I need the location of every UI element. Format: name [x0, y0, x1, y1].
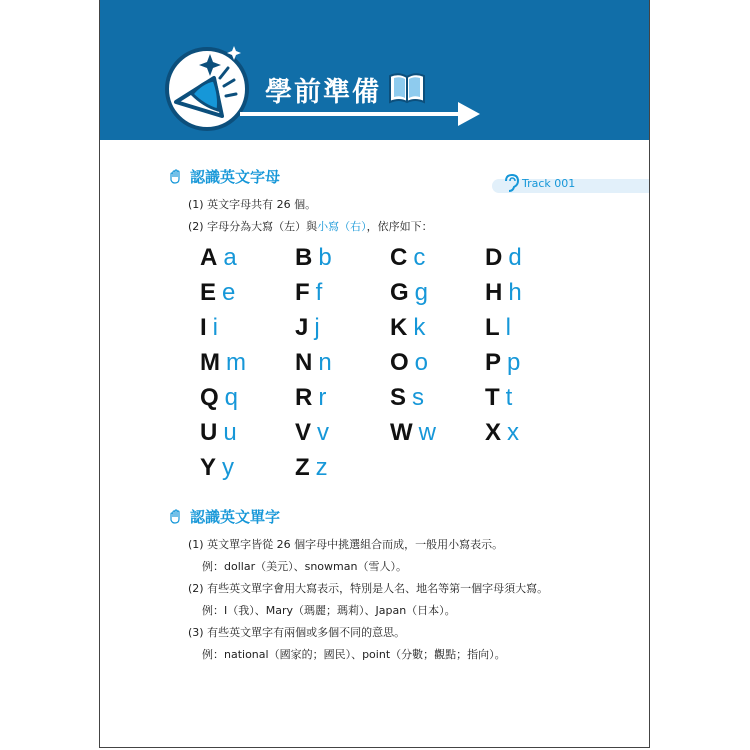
lowercase-letter: z [315, 454, 328, 481]
words-example-2: 例：I（我）、Mary（瑪麗；瑪莉）、Japan（日本）。 [202, 604, 456, 617]
uppercase-letter: V [295, 419, 312, 446]
uppercase-letter: L [485, 314, 500, 341]
lowercase-letter: k [413, 314, 426, 341]
uppercase-letter: C [390, 244, 408, 271]
letter-pair-k [390, 313, 425, 343]
letter-pair-n [295, 348, 332, 378]
lowercase-letter: f [315, 279, 323, 306]
letter-pair-e [200, 278, 235, 308]
lowercase-letter: t [505, 384, 513, 411]
lowercase-letter: w [418, 419, 436, 446]
section-title-words [168, 506, 280, 527]
lowercase-letter: x [507, 419, 520, 446]
uppercase-letter: F [295, 279, 310, 306]
letter-pair-d [485, 243, 522, 273]
hand-icon [168, 169, 184, 185]
uppercase-letter: Y [200, 454, 217, 481]
uppercase-letter: G [390, 279, 409, 306]
lowercase-letter: b [318, 244, 332, 271]
ear-icon [502, 173, 520, 193]
lowercase-letter: q [224, 384, 239, 411]
lowercase-letter: g [414, 279, 429, 306]
uppercase-letter: D [485, 244, 503, 271]
track-badge[interactable] [492, 173, 650, 195]
letter-pair-b [295, 243, 332, 273]
uppercase-letter: B [295, 244, 313, 271]
section-title-text: 認識英文字母 [190, 168, 281, 186]
eye-icon [162, 44, 252, 134]
letter-pair-r [295, 383, 326, 413]
letter-pair-t [485, 383, 512, 413]
page [99, 0, 650, 748]
letter-pair-z [295, 453, 328, 483]
lowercase-letter: v [317, 419, 330, 446]
uppercase-letter: X [485, 419, 502, 446]
lowercase-letter: c [413, 244, 426, 271]
uppercase-letter: T [485, 384, 500, 411]
lowercase-letter: h [508, 279, 522, 306]
letter-pair-v [295, 418, 329, 448]
lowercase-letter: m [226, 349, 246, 376]
uppercase-letter: E [200, 279, 217, 306]
uppercase-letter: U [200, 419, 218, 446]
uppercase-letter: R [295, 384, 313, 411]
uppercase-letter: O [390, 349, 409, 376]
track-label: Track 001 [522, 177, 576, 190]
uppercase-letter: I [200, 314, 207, 341]
page-title: 學前準備 [265, 77, 381, 108]
letter-pair-p [485, 348, 520, 378]
lowercase-letter: p [507, 349, 521, 376]
uppercase-letter: K [390, 314, 408, 341]
uppercase-letter: N [295, 349, 313, 376]
section-title-text: 認識英文單字 [190, 508, 281, 526]
letter-pair-j [295, 313, 320, 343]
uppercase-letter: P [485, 349, 502, 376]
intro-line-2-c: ，依序如下： [366, 220, 433, 233]
uppercase-letter: H [485, 279, 503, 306]
words-line-3: (3) 有些英文單字有兩個或多個不同的意思。 [188, 626, 406, 639]
letter-pair-s [390, 383, 424, 413]
uppercase-letter: Q [200, 384, 219, 411]
letter-pair-i [200, 313, 218, 343]
letter-pair-q [200, 383, 238, 413]
letter-pair-c [390, 243, 425, 273]
lowercase-letter: u [223, 419, 237, 446]
letter-pair-m [200, 348, 246, 378]
lowercase-letter: d [508, 244, 522, 271]
uppercase-letter: W [390, 419, 413, 446]
section-title-letters [168, 166, 280, 187]
letter-pair-u [200, 418, 237, 448]
lowercase-letter: y [222, 454, 235, 481]
lowercase-letter: j [314, 314, 320, 341]
letter-pair-x [485, 418, 519, 448]
lowercase-letter: r [318, 384, 327, 411]
letter-pair-y [200, 453, 234, 483]
intro-line-2 [188, 218, 433, 234]
words-example-3: 例：national（國家的；國民）、point（分數；觀點；指向）。 [202, 648, 506, 661]
words-line-2: (2) 有些英文單字會用大寫表示，特別是人名、地名等第一個字母須大寫。 [188, 582, 549, 595]
letter-pair-f [295, 278, 322, 308]
lowercase-letter: i [212, 314, 219, 341]
uppercase-letter: A [200, 244, 218, 271]
hand-icon [168, 509, 184, 525]
uppercase-letter: M [200, 349, 220, 376]
lowercase-letter: o [414, 349, 429, 376]
words-example-1: 例：dollar（美元）、snowman（雪人）。 [202, 560, 407, 573]
lowercase-letter: s [412, 384, 425, 411]
lowercase-letter: n [318, 349, 332, 376]
lowercase-letter: l [505, 314, 512, 341]
uppercase-letter: J [295, 314, 309, 341]
lowercase-letter: e [222, 279, 236, 306]
letter-pair-o [390, 348, 428, 378]
intro-line-1: (1) 英文字母共有 26 個。 [188, 198, 317, 211]
letter-pair-a [200, 243, 237, 273]
arrow-icon [240, 98, 482, 128]
letter-pair-w [390, 418, 436, 448]
intro-line-2-b: 小寫（右） [317, 220, 367, 233]
letter-pair-h [485, 278, 522, 308]
letter-pair-l [485, 313, 511, 343]
uppercase-letter: Z [295, 454, 310, 481]
intro-line-2-a: (2) 字母分為大寫（左）與 [188, 220, 318, 233]
words-line-1: (1) 英文單字皆從 26 個字母中挑選組合而成，一般用小寫表示。 [188, 538, 504, 551]
uppercase-letter: S [390, 384, 407, 411]
letter-pair-g [390, 278, 428, 308]
lowercase-letter: a [223, 244, 237, 271]
